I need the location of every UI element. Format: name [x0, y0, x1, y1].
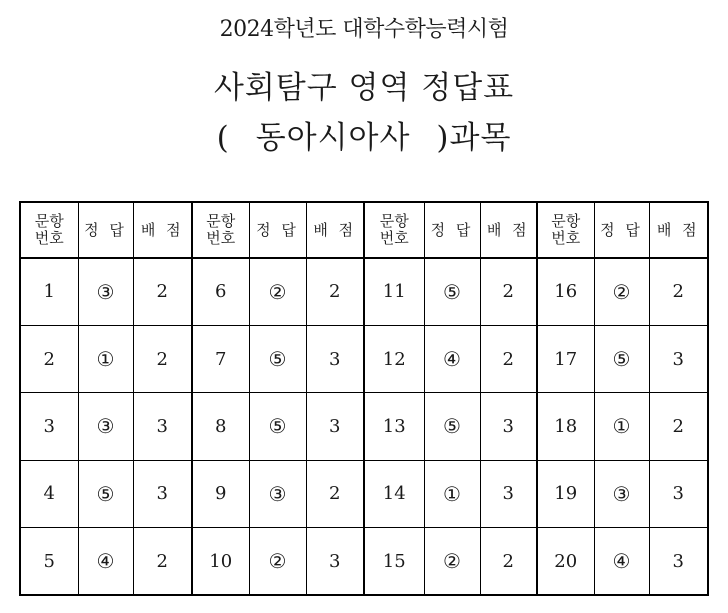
answer-mark: ②: [424, 528, 480, 595]
answer-mark: ④: [78, 528, 133, 595]
answer-mark: ③: [78, 393, 133, 460]
col-header-question-line1: 문항: [34, 212, 64, 230]
points-value: 3: [649, 325, 708, 392]
points-value: 2: [306, 460, 364, 527]
question-number: 8: [192, 393, 249, 460]
answer-mark: ①: [78, 325, 133, 392]
points-value: 2: [480, 528, 537, 595]
question-number: 4: [20, 460, 78, 527]
page-title: 사회탐구 영역 정답표: [213, 70, 515, 106]
points-value: 2: [649, 393, 708, 460]
col-header-question-line2: 번호: [206, 229, 236, 247]
answer-mark: ⑤: [424, 258, 480, 325]
table-row: [20, 258, 708, 325]
subject-close-paren: )과목: [436, 120, 512, 156]
question-number: 13: [364, 393, 424, 460]
question-number: 20: [537, 528, 594, 595]
subject-line: [0, 112, 728, 157]
answer-mark: ①: [424, 460, 480, 527]
question-number: 2: [20, 325, 78, 392]
question-number: 18: [537, 393, 594, 460]
col-header-question-3: [364, 202, 424, 258]
points-value: 2: [480, 258, 537, 325]
question-number: 11: [364, 258, 424, 325]
question-number: 19: [537, 460, 594, 527]
points-value: 2: [480, 325, 537, 392]
col-header-question-1: [20, 202, 78, 258]
answer-mark: ③: [249, 460, 306, 527]
col-header-answer-4: 정 답: [594, 202, 649, 258]
col-header-points-4: 배 점: [649, 202, 708, 258]
answer-mark: ⑤: [249, 325, 306, 392]
points-value: 3: [306, 528, 364, 595]
points-value: 3: [649, 528, 708, 595]
points-value: 3: [306, 393, 364, 460]
col-header-question-line1: 문항: [206, 212, 236, 230]
answer-mark: ④: [424, 325, 480, 392]
points-value: 3: [480, 393, 537, 460]
question-number: 9: [192, 460, 249, 527]
answer-mark: ⑤: [424, 393, 480, 460]
points-value: 2: [133, 325, 192, 392]
col-header-question-4: [537, 202, 594, 258]
table-header-row: [20, 202, 708, 258]
answer-mark: ①: [594, 393, 649, 460]
points-value: 3: [306, 325, 364, 392]
col-header-answer-3: 정 답: [424, 202, 480, 258]
question-number: 5: [20, 528, 78, 595]
answer-table: [19, 201, 709, 596]
points-value: 2: [306, 258, 364, 325]
points-value: 3: [133, 393, 192, 460]
answer-mark: ⑤: [594, 325, 649, 392]
col-header-question-line2: 번호: [379, 229, 409, 247]
points-value: 2: [133, 528, 192, 595]
col-header-points-3: 배 점: [480, 202, 537, 258]
answer-mark: ④: [594, 528, 649, 595]
col-header-points-1: 배 점: [133, 202, 192, 258]
answer-mark: ③: [78, 258, 133, 325]
answer-mark: ⑤: [78, 460, 133, 527]
question-number: 3: [20, 393, 78, 460]
col-header-question-line2: 번호: [34, 229, 64, 247]
question-number: 15: [364, 528, 424, 595]
col-header-question-line1: 문항: [551, 212, 581, 230]
col-header-question-2: [192, 202, 249, 258]
col-header-answer-2: 정 답: [249, 202, 306, 258]
subject-open-paren: (: [216, 120, 230, 156]
points-value: 2: [649, 258, 708, 325]
question-number: 12: [364, 325, 424, 392]
question-number: 1: [20, 258, 78, 325]
answer-mark: ③: [594, 460, 649, 527]
col-header-question-line2: 번호: [551, 229, 581, 247]
question-number: 10: [192, 528, 249, 595]
table-row: [20, 528, 708, 595]
answer-mark: ②: [249, 528, 306, 595]
question-number: 7: [192, 325, 249, 392]
col-header-answer-1: 정 답: [78, 202, 133, 258]
answer-mark: ②: [249, 258, 306, 325]
points-value: 3: [133, 460, 192, 527]
question-number: 14: [364, 460, 424, 527]
table-row: [20, 325, 708, 392]
table-row: [20, 393, 708, 460]
answer-mark: ⑤: [249, 393, 306, 460]
points-value: 2: [133, 258, 192, 325]
answer-mark: ②: [594, 258, 649, 325]
col-header-points-2: 배 점: [306, 202, 364, 258]
exam-name: 2024학년도 대학수학능력시험: [219, 17, 509, 42]
points-value: 3: [480, 460, 537, 527]
col-header-question-line1: 문항: [379, 212, 409, 230]
question-number: 16: [537, 258, 594, 325]
subject-name: 동아시아사: [255, 120, 411, 156]
table-row: [20, 460, 708, 527]
question-number: 6: [192, 258, 249, 325]
points-value: 3: [649, 460, 708, 527]
question-number: 17: [537, 325, 594, 392]
